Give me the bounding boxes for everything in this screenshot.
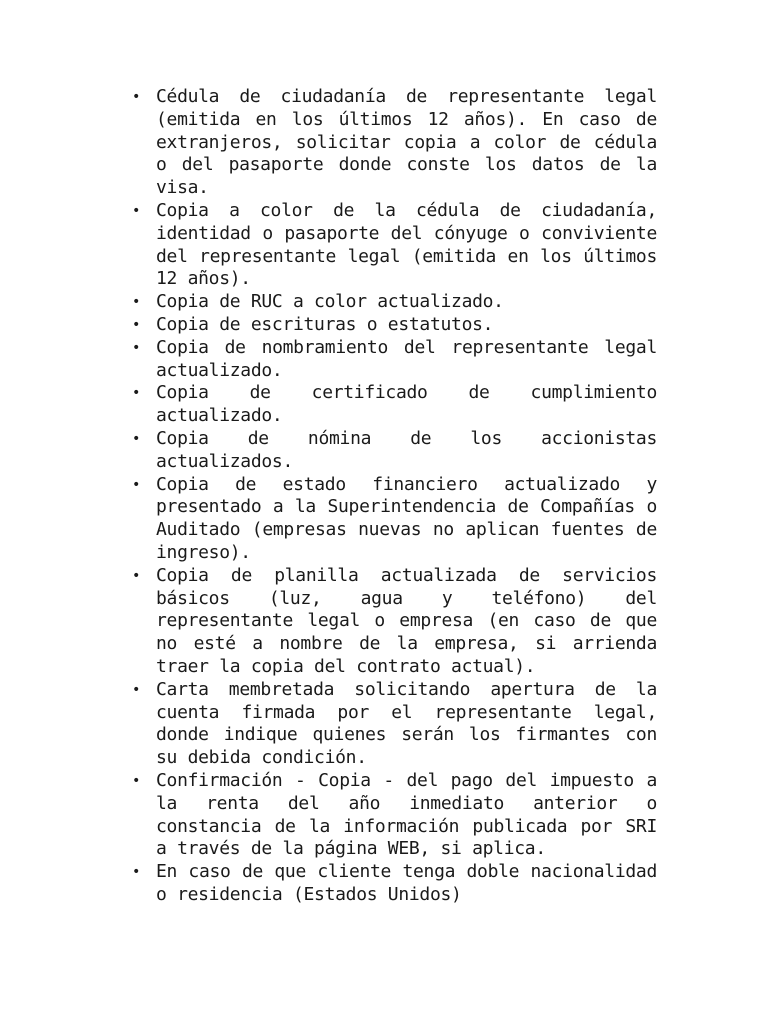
list-item-text: Copia de certificado de cumplimiento actualizado. [156, 382, 657, 427]
list-item [132, 199, 657, 291]
bullet-icon: • [132, 294, 141, 311]
bullet-icon: • [132, 202, 141, 219]
list-item [132, 86, 657, 200]
list-item-text: Carta membretada solicitando apertura de la cuenta firmada por el representante legal, donde indique quienes serán los firmantes con su debida condición. [156, 678, 657, 769]
list-item-text: Copia de planilla actualizada de servicios básicos (luz, agua y teléfono) del representante legal o empresa (en caso de que no esté a nombre de la empresa, si arrienda traer la copia del contrato actual). [156, 564, 657, 677]
list-item-text: Copia de RUC a color actualizado. [156, 291, 504, 313]
bullet-icon: • [132, 567, 141, 584]
list-item-text: Copia de nómina de los accionistas actualizados. [156, 427, 657, 472]
list-item [132, 336, 657, 383]
list-item [132, 382, 657, 428]
list-item-text: Cédula de ciudadanía de representante legal (emitida en los últimos 12 años). En caso de extranjeros, solicitar copia a color de cédula o del pasaporte donde conste los datos de la visa. [156, 86, 657, 199]
list-item-text: Copia de escrituras o estatutos. [156, 313, 494, 335]
list-item-text: Copia de estado financiero actualizado y presentado a la Superintendencia de Compañías o Auditado (empresas nuevas no aplican fuentes de ingreso). [156, 473, 657, 563]
bullet-icon: • [132, 476, 141, 493]
bullet-icon: • [132, 89, 141, 105]
requirements-list [132, 86, 657, 907]
bullet-icon: • [132, 316, 141, 333]
list-item-text: Copia a color de la cédula de ciudadanía, identidad o pasaporte del cónyuge o conviviente del representante legal (emitida en los últimos 12 años). [156, 199, 657, 290]
bullet-icon: • [132, 772, 141, 789]
list-item [132, 678, 657, 770]
list-item-text: En caso de que cliente tenga doble nacionalidad o residencia (Estados Unidos) [156, 861, 657, 905]
list-item [132, 291, 657, 314]
bullet-icon: • [132, 430, 141, 447]
bullet-icon: • [132, 864, 141, 881]
list-item [132, 861, 657, 907]
list-item [132, 313, 657, 337]
bullet-icon: • [132, 681, 141, 698]
list-item [132, 769, 657, 861]
list-item [132, 427, 657, 474]
bullet-icon: • [132, 385, 141, 402]
list-item-text: Confirmación - Copia - del pago del impuesto a la renta del año inmediato anterior o constancia de la información publicada por SRI a través de la página WEB, si aplica. [156, 769, 657, 860]
list-item [132, 564, 657, 679]
list-item-text: Copia de nombramiento del representante legal actualizado. [156, 336, 657, 381]
list-item [132, 473, 657, 565]
bullet-icon: • [132, 339, 141, 356]
